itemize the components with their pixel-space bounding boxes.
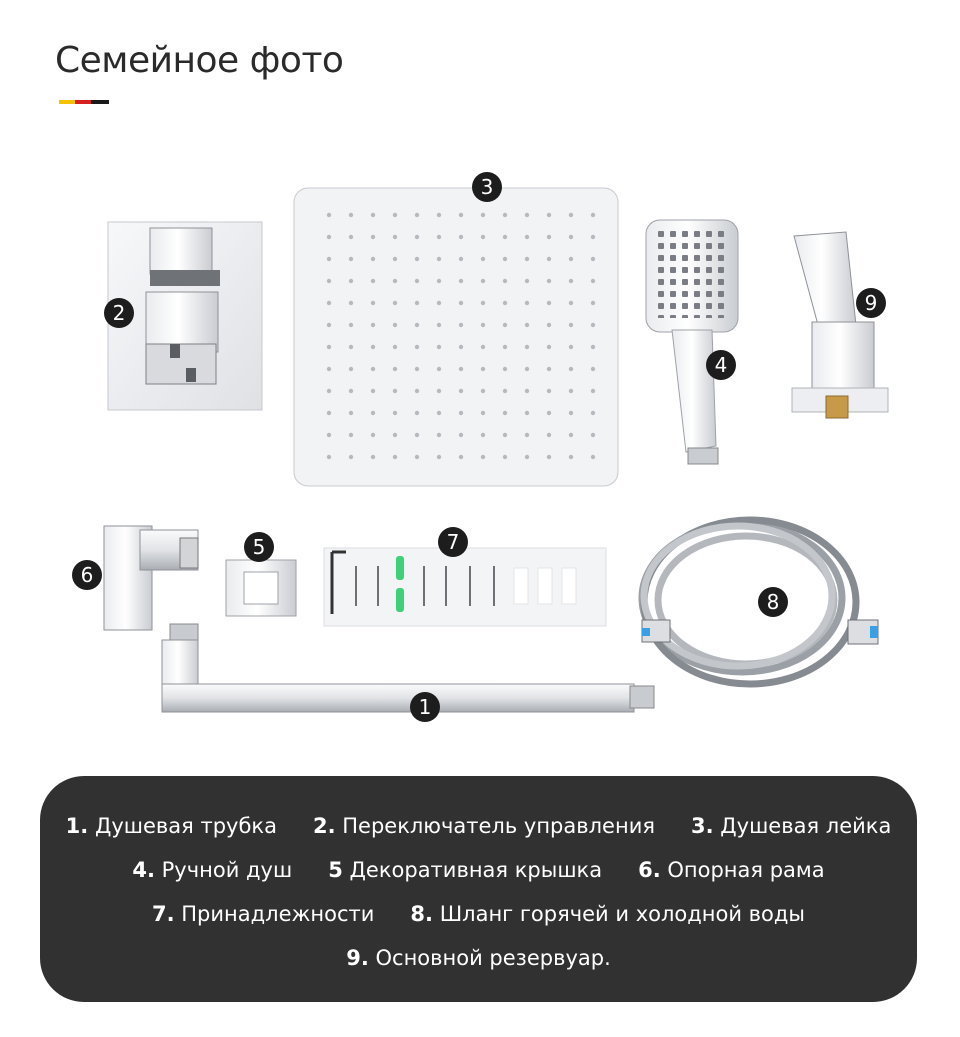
callout-6: 6 bbox=[72, 560, 102, 590]
callout-8: 8 bbox=[758, 587, 788, 617]
legend-row bbox=[40, 858, 917, 882]
hot-cold-hose bbox=[642, 520, 856, 684]
legend-item: 9. Основной резервуар. bbox=[346, 946, 611, 970]
legend-item: 1. Душевая трубка bbox=[65, 814, 277, 838]
callout-3: 3 bbox=[472, 172, 502, 202]
callout-7: 7 bbox=[438, 527, 468, 557]
callout-2: 2 bbox=[104, 298, 134, 328]
legend-item: 6. Опорная рама bbox=[638, 858, 825, 882]
hand-shower bbox=[646, 220, 738, 464]
callout-1: 1 bbox=[410, 692, 440, 722]
page-title: Семейное фото bbox=[55, 40, 344, 81]
legend-item: 7. Принадлежности bbox=[152, 902, 375, 926]
legend-item: 4. Ручной душ bbox=[132, 858, 293, 882]
legend-row bbox=[40, 946, 917, 970]
main-reservoir bbox=[792, 232, 888, 418]
support-frame bbox=[104, 526, 198, 630]
callout-4: 4 bbox=[706, 350, 736, 380]
legend-item: 2. Переключатель управления bbox=[312, 814, 655, 838]
shower-pipe bbox=[162, 624, 654, 712]
legend-row bbox=[40, 814, 917, 838]
legend-panel bbox=[40, 776, 917, 1002]
callout-5: 5 bbox=[244, 532, 274, 562]
legend-item: 8. Шланг горячей и холодной воды bbox=[410, 902, 805, 926]
legend-row bbox=[40, 902, 917, 926]
accessories bbox=[324, 548, 606, 626]
rain-shower-head bbox=[294, 188, 618, 486]
callout-9: 9 bbox=[856, 288, 886, 318]
decorative-cover bbox=[226, 560, 296, 616]
legend-item: 5 Декоративная крышка bbox=[328, 858, 603, 882]
legend-item: 3. Душевая лейка bbox=[690, 814, 892, 838]
